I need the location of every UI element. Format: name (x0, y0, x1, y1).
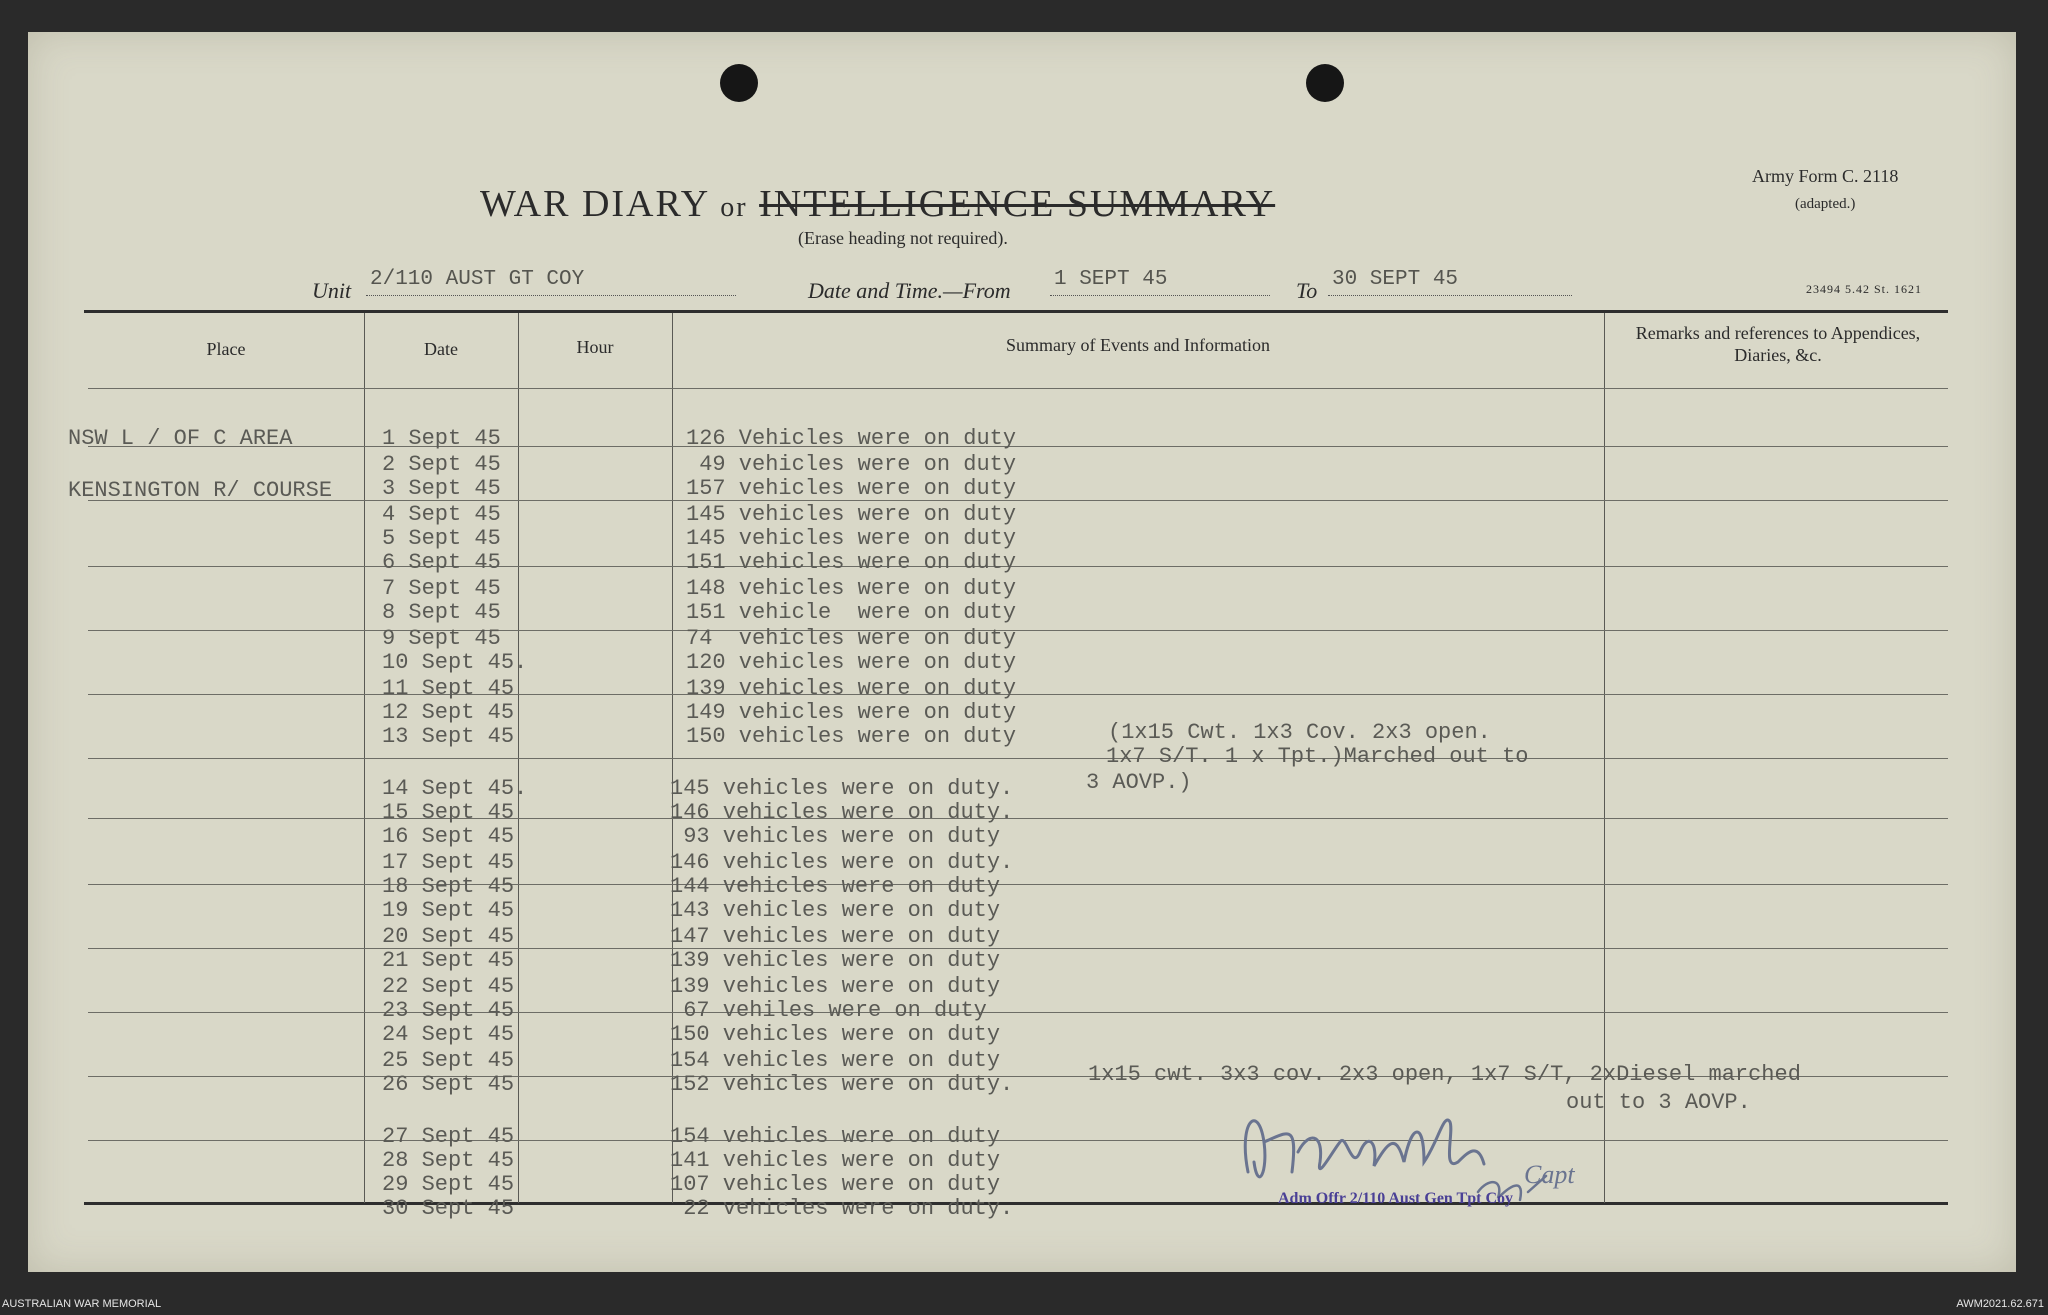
entry-date: 26 Sept 45 (382, 1072, 515, 1097)
entry-date: 6 Sept 45 (382, 550, 501, 575)
entry-date: 9 Sept 45 (382, 626, 501, 651)
row-rule (88, 818, 1948, 819)
heading-war-diary: WAR DIARY (480, 183, 709, 225)
entry-date: 15 Sept 45 (382, 800, 515, 825)
col-head-date: Date (424, 339, 458, 359)
entry-event: 145 vehicles were on duty (686, 502, 1017, 527)
row-rule (88, 758, 1948, 759)
entry-event: 145 vehicles were on duty. (670, 776, 1014, 801)
note-sept13-line2: 1x7 S/T. 1 x Tpt.)Marched out to (1106, 744, 1529, 769)
row-rule (88, 694, 1948, 695)
place-entry: KENSINGTON R/ COURSE (68, 478, 333, 503)
row-rule (88, 630, 1948, 631)
heading-struck: INTELLIGENCE SUMMARY (759, 183, 1276, 225)
entry-event: 22 vehicles were on duty. (670, 1196, 1014, 1221)
entry-event: 120 vehicles were on duty (686, 650, 1017, 675)
signature-stamp: Adm Offr 2/110 Aust Gen Tpt Coy (1278, 1190, 1513, 1207)
header-rule (88, 388, 1948, 389)
col-head-place: Place (206, 339, 246, 359)
entry-date: 24 Sept 45 (382, 1022, 515, 1047)
entry-event: 151 vehicle were on duty (686, 600, 1017, 625)
entry-event: 152 vehicles were on duty. (670, 1072, 1014, 1097)
heading-or: or (720, 192, 748, 223)
entry-event: 146 vehicles were on duty. (670, 850, 1014, 875)
note-sept26-line2: out to 3 AOVP. (1566, 1090, 1751, 1115)
note-sept26-line1: 1x15 cwt. 3x3 cov. 2x3 open, 1x7 S/T, 2xDiesel marched (1088, 1062, 1801, 1087)
entry-event: 49 vehicles were on duty (686, 452, 1017, 477)
entry-date: 2 Sept 45 (382, 452, 501, 477)
entry-event: 107 vehicles were on duty (670, 1172, 1001, 1197)
entry-date: 23 Sept 45 (382, 998, 515, 1023)
entry-event: 67 vehiles were on duty (670, 998, 987, 1023)
form-adapted: (adapted.) (1794, 196, 1856, 212)
entry-date: 20 Sept 45 (382, 924, 515, 949)
form-heading (480, 182, 1275, 226)
entry-date: 17 Sept 45 (382, 850, 515, 875)
entry-date: 28 Sept 45 (382, 1148, 515, 1173)
col-head-remarks: Remarks and references to Appendices, Diaries, &c. (1635, 323, 1921, 365)
entry-date: 18 Sept 45 (382, 874, 515, 899)
date-from-value: 1 SEPT 45 (1050, 268, 1270, 296)
diary-page (28, 32, 2016, 1272)
punch-hole (720, 64, 758, 102)
form-number (1752, 162, 1898, 218)
punch-hole (1306, 64, 1344, 102)
row-rule (88, 884, 1948, 885)
entry-date: 30 Sept 45 (382, 1196, 515, 1221)
entry-date: 12 Sept 45 (382, 700, 515, 725)
entry-event: 144 vehicles were on duty (670, 874, 1001, 899)
print-code: 23494 5.42 St. 1621 (1806, 282, 1923, 296)
entry-date: 19 Sept 45 (382, 898, 515, 923)
form-number-text: Army Form C. 2118 (1752, 166, 1899, 186)
erase-note: (Erase heading not required). (798, 228, 1008, 248)
col-head-hour: Hour (576, 337, 614, 357)
entry-date: 1 Sept 45 (382, 426, 501, 451)
entry-date: 5 Sept 45 (382, 526, 501, 551)
entry-event: 148 vehicles were on duty (686, 576, 1017, 601)
entry-date: 27 Sept 45 (382, 1124, 515, 1149)
entry-date: 11 Sept 45 (382, 676, 515, 701)
entry-event: 139 vehicles were on duty (686, 676, 1017, 701)
entry-event: 147 vehicles were on duty (670, 924, 1001, 949)
entry-date: 21 Sept 45 (382, 948, 515, 973)
entry-event: 154 vehicles were on duty (670, 1048, 1001, 1073)
row-rule (88, 1012, 1948, 1013)
note-sept13-line3: 3 AOVP.) (1086, 770, 1192, 795)
row-rule (88, 1140, 1948, 1141)
col-head-summary: Summary of Events and Information (1006, 335, 1270, 355)
entry-event: 154 vehicles were on duty (670, 1124, 1001, 1149)
note-sept13-line1: (1x15 Cwt. 1x3 Cov. 2x3 open. (1108, 720, 1491, 745)
entry-date: 3 Sept 45 (382, 476, 501, 501)
date-from-label: Date and Time.—From (808, 278, 1011, 303)
row-rule (88, 500, 1948, 501)
entry-event: 93 vehicles were on duty (670, 824, 1001, 849)
entry-event: 74 vehicles were on duty (686, 626, 1017, 651)
entry-event: 126 Vehicles were on duty (686, 426, 1017, 451)
entry-event: 141 vehicles were on duty (670, 1148, 1001, 1173)
entry-date: 4 Sept 45 (382, 502, 501, 527)
entry-date: 16 Sept 45 (382, 824, 515, 849)
entry-date: 13 Sept 45 (382, 724, 515, 749)
date-to-label: To (1296, 278, 1318, 303)
entry-event: 149 vehicles were on duty (686, 700, 1017, 725)
row-rule (88, 446, 1948, 447)
place-entry: NSW L / OF C AREA (68, 426, 293, 451)
entry-date: 14 Sept 45. (382, 776, 528, 801)
entry-event: 151 vehicles were on duty (686, 550, 1017, 575)
entry-event: 139 vehicles were on duty (670, 948, 1001, 973)
date-to-value: 30 SEPT 45 (1328, 268, 1572, 296)
caption-right: AWM2021.62.671 (1956, 1298, 2044, 1310)
unit-label: Unit (312, 278, 352, 303)
caption-left: AUSTRALIAN WAR MEMORIAL (2, 1298, 162, 1310)
entry-date: 25 Sept 45 (382, 1048, 515, 1073)
entry-event: 146 vehicles were on duty. (670, 800, 1014, 825)
entry-date: 10 Sept 45. (382, 650, 528, 675)
unit-value: 2/110 AUST GT COY (366, 268, 736, 296)
entry-event: 150 vehicles were on duty (670, 1022, 1001, 1047)
entry-date: 29 Sept 45 (382, 1172, 515, 1197)
signature-rank: Capt (1524, 1160, 1575, 1189)
entry-event: 150 vehicles were on duty (686, 724, 1017, 749)
row-rule (88, 566, 1948, 567)
entry-date: 22 Sept 45 (382, 974, 515, 999)
entry-event: 143 vehicles were on duty (670, 898, 1001, 923)
entry-event: 139 vehicles were on duty (670, 974, 1001, 999)
entry-date: 8 Sept 45 (382, 600, 501, 625)
entry-event: 157 vehicles were on duty (686, 476, 1017, 501)
entry-date: 7 Sept 45 (382, 576, 501, 601)
entry-event: 145 vehicles were on duty (686, 526, 1017, 551)
row-rule (88, 948, 1948, 949)
